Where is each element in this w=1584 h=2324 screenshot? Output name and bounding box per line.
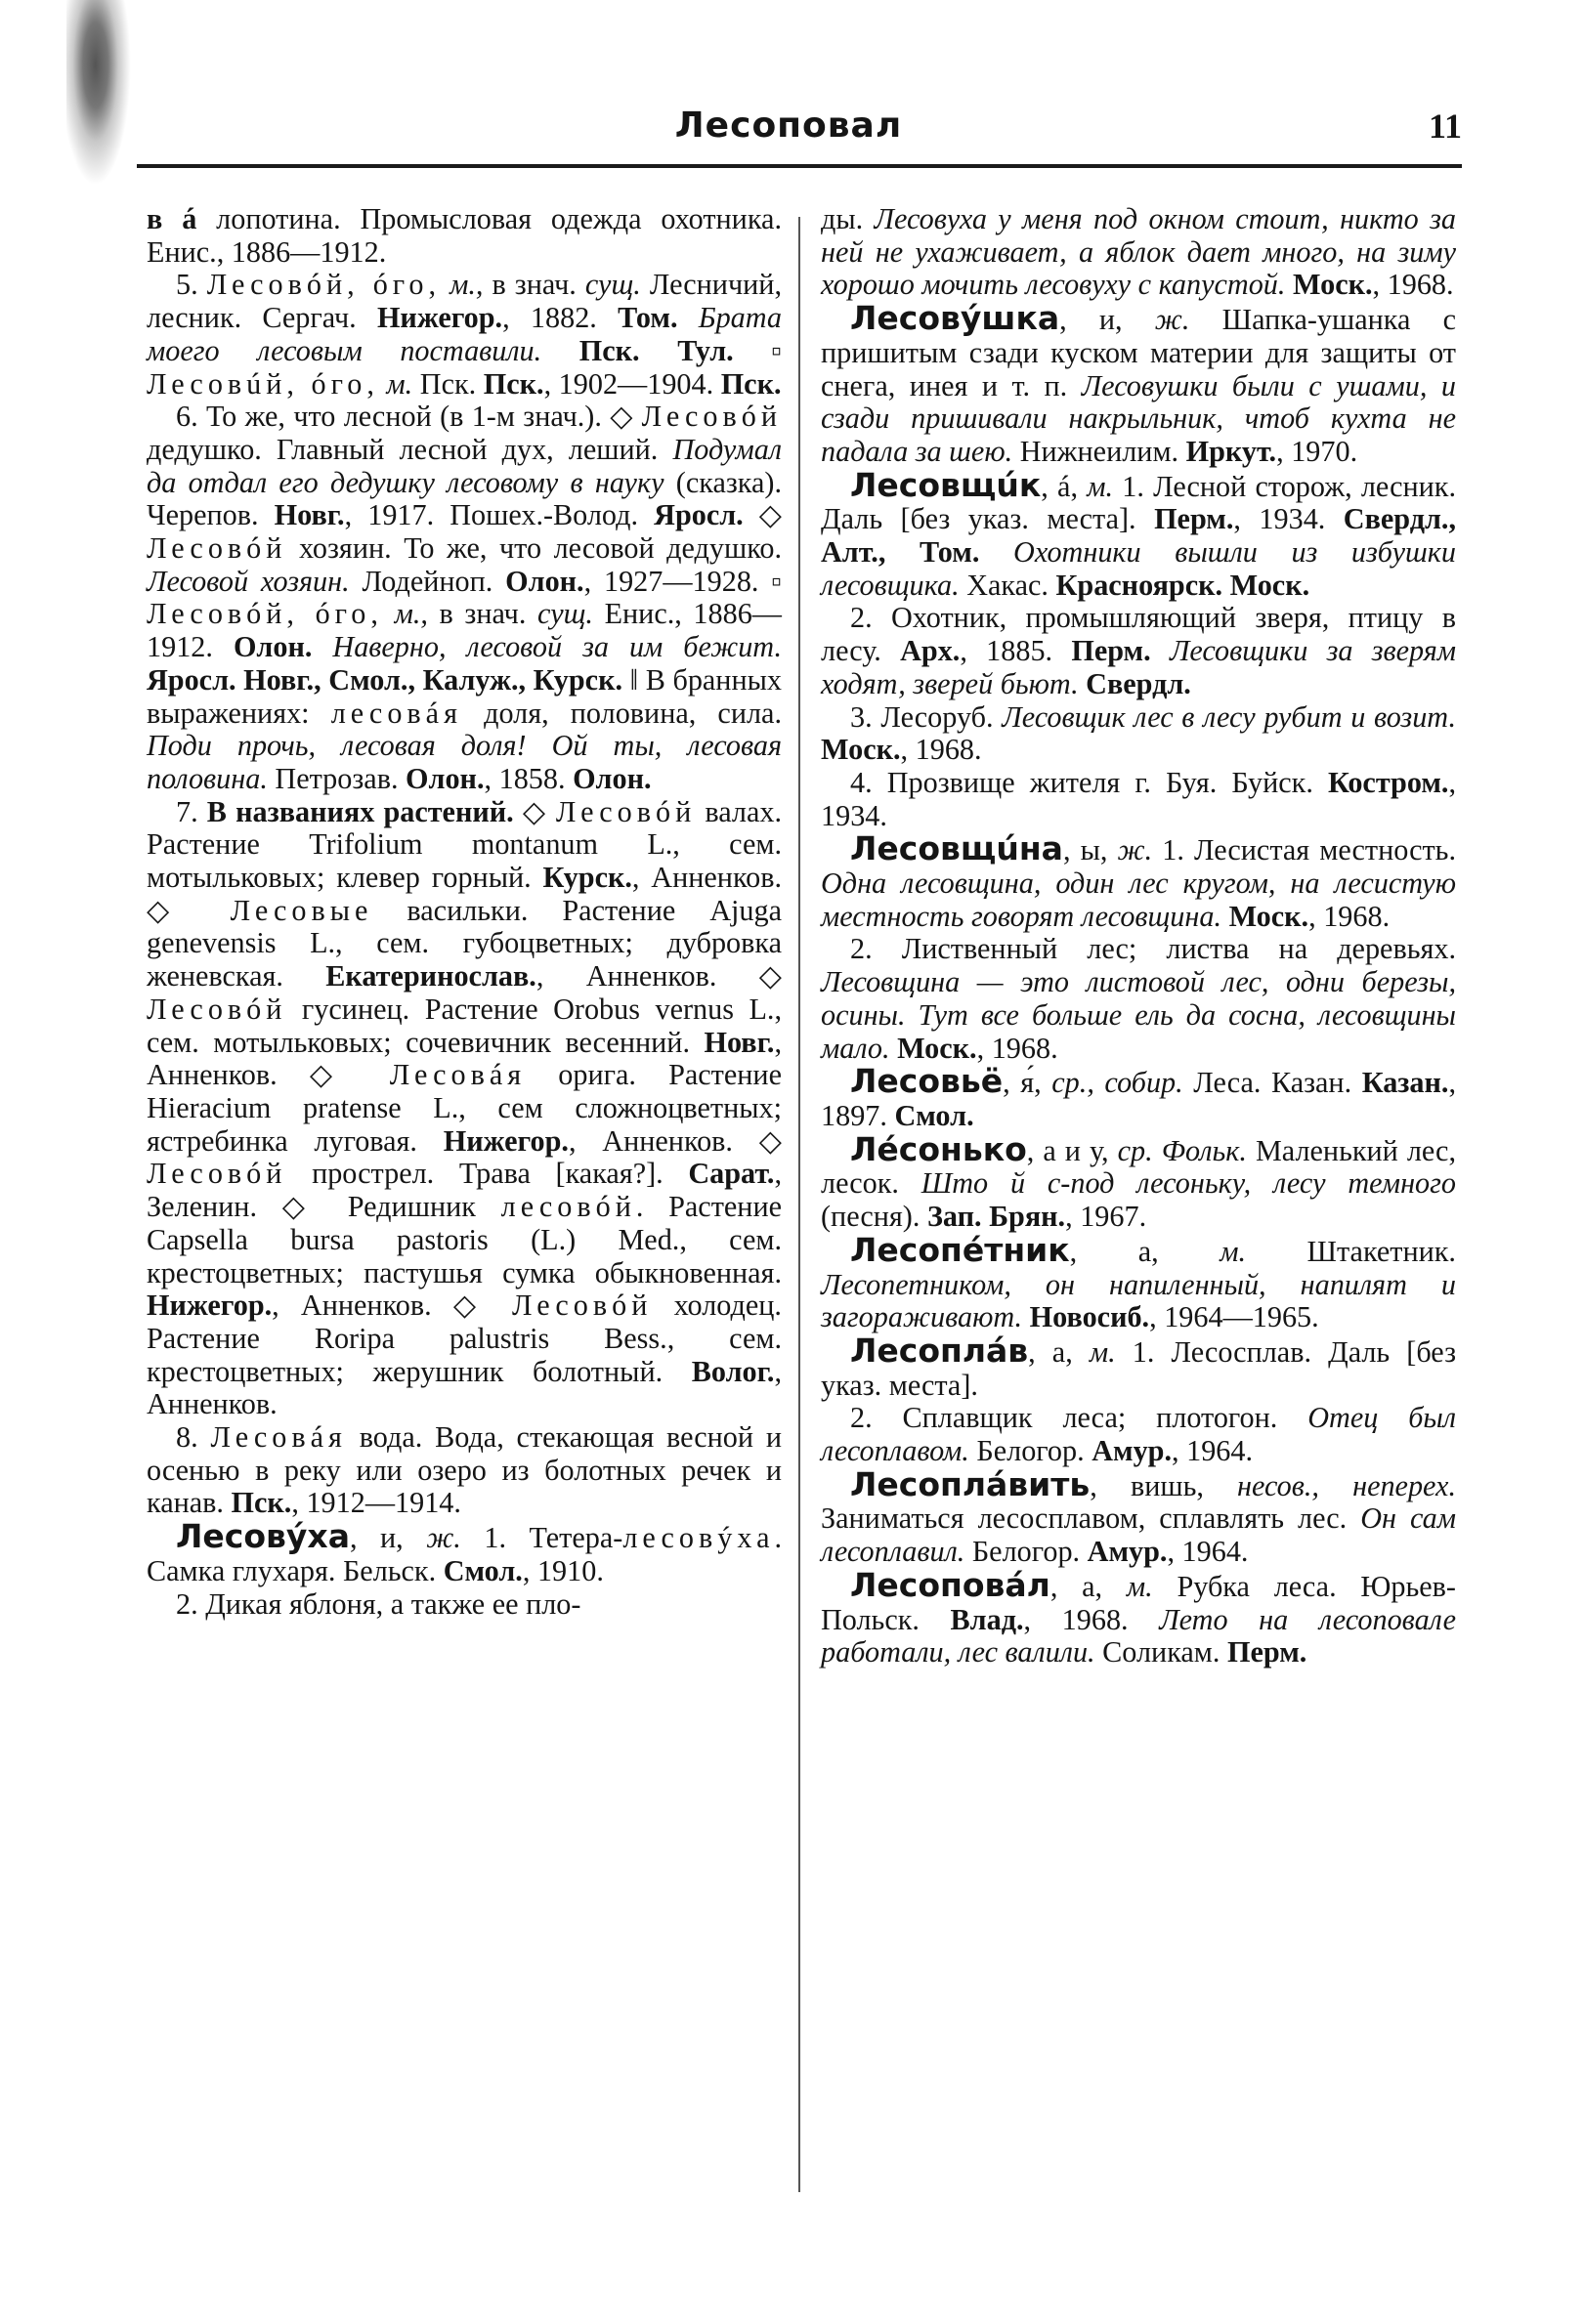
text-run: , вишь, (1090, 1468, 1238, 1502)
text-run (979, 535, 1013, 569)
text-run: Белогор. (968, 1434, 1092, 1468)
text-run: , а, (1069, 1234, 1220, 1268)
headword: Лесовýшка (850, 299, 1060, 338)
entry-continuation (147, 203, 782, 269)
text-run: Олон. (505, 564, 584, 598)
text-run: Лесовуха у меня под окном стоит, никто за ней не ухаживает, а яблок дает много, на зиму хорошо мочить лесовуху с капустой. (821, 202, 1456, 302)
text-run: Казан. (1361, 1066, 1449, 1100)
text-run (441, 268, 450, 301)
entry-sense (147, 269, 782, 401)
text-run: , 1897. (821, 1066, 1456, 1132)
text-run: ◇ (513, 794, 556, 828)
text-run (640, 334, 678, 367)
column-divider (798, 217, 800, 2192)
entry-sense (147, 796, 782, 1421)
text-run: , и, (1059, 303, 1155, 337)
text-run: Олон. (573, 761, 652, 795)
text-run: , 1910. (522, 1553, 604, 1587)
text-run: Нижегор. (443, 1123, 569, 1158)
text-run: Смол. (894, 1098, 974, 1132)
dictionary-entry (147, 1517, 783, 1587)
dictionary-entry (821, 1331, 1456, 1402)
text-run: орига. Растение Hieracium pratense L., сем сложноцветных; ястребинка луговая. (147, 1058, 782, 1158)
text-run: Яросл. Новг., Смол., Калуж., Курск. (147, 662, 623, 697)
text-run: Моск. (1229, 568, 1310, 602)
text-run: , 1912—1914. (291, 1486, 461, 1520)
text-run: Лесовые (230, 893, 373, 927)
text-run: Том. (618, 301, 678, 335)
text-run: Волог. (691, 1354, 775, 1388)
entry-continuation (821, 203, 1456, 302)
left-column (147, 203, 782, 1621)
text-run: Лодейноп. (349, 564, 506, 598)
text-run: Подумал да отдал его дедушку лесовому в науку (147, 432, 782, 499)
text-run: Яросл. (654, 498, 744, 532)
text-run: 6. То же, что лесной (в 1-м знач.). ◇ (176, 400, 642, 434)
dictionary-entry (821, 1565, 1456, 1669)
entry-sense (147, 401, 782, 795)
headword: Лесоплáв (850, 1331, 1029, 1370)
text-run: лопотина. Промысловая одежда охотника. Енис., 1886—1912. (147, 202, 782, 269)
text-run: Лесничий, лесник. Сергач. (147, 268, 783, 335)
text-run: Лесовóй (147, 531, 287, 566)
text-run: Амур. (1092, 1434, 1172, 1468)
text-run: Свердл., Алт., Том. (821, 502, 1456, 570)
text-run: Моск. (1228, 899, 1309, 933)
dictionary-entry (821, 1062, 1456, 1132)
text-run: гусинец. Растение Orobus vernus L., сем. мотыльковых; сочевичник весенний. (147, 992, 782, 1059)
headword: Лесоповáл (850, 1565, 1050, 1604)
text-run: ср., собир. (1051, 1066, 1183, 1100)
text-run: ды. (821, 202, 875, 235)
text-run: 4. Прозвище жителя г. Буя. Буйск. (850, 765, 1328, 799)
text-run: Лесопетником, он напиленный, напилят и загораживают. (821, 1267, 1456, 1334)
text-run: ▫ (733, 333, 782, 367)
text-run: лесовáя (330, 696, 462, 730)
text-run: Моск. (1293, 268, 1373, 302)
text-run: Лесовщина — это листовой лес, одни березы, осины. Тут все больше ель да сосна, лесовщины мало. (821, 965, 1456, 1065)
text-run: Свердл. (1086, 666, 1191, 700)
text-run: Олон. (233, 630, 313, 664)
entry-sense (821, 933, 1456, 1065)
text-run: ж. (1154, 303, 1190, 337)
text-run: Перм. (1154, 502, 1234, 536)
entry-sense (147, 1588, 782, 1622)
running-header (115, 106, 1462, 158)
text-run: Перм. (1071, 634, 1151, 668)
text-run: Заниматься лесосплавом, сплавлять лес. (821, 1501, 1361, 1536)
text-run: Лесовóй (147, 1157, 287, 1191)
text-run: Отец был лесоплавом. (821, 1401, 1456, 1468)
text-run: лесовóй (500, 1190, 636, 1224)
headword: Лесовщúна (850, 829, 1063, 868)
text-run: валах. Растение Trifolium montanum L., сем. мотыльковых; клевер горный. (147, 794, 783, 895)
text-run: лесовýха (622, 1521, 775, 1555)
text-run: 7. (176, 794, 207, 828)
text-run: прострел. Трава [какая?]. (286, 1157, 689, 1191)
text-run (1151, 634, 1170, 667)
text-run: Поди прочь, лесовая доля! Ой ты, лесовая половина. (147, 729, 782, 795)
text-run: Влад. (950, 1602, 1024, 1636)
text-run: Белогор. (964, 1535, 1088, 1569)
text-run: Арх. (900, 634, 961, 668)
text-run: , 1964. (1172, 1434, 1254, 1468)
text-run: Тул. (677, 333, 734, 367)
text-run: Моск. (897, 1031, 977, 1065)
text-run: Лесовщики за зверям ходят, зверей бьют. (821, 634, 1456, 700)
headword: Лесовщúк (850, 465, 1042, 504)
text-run: Рубка леса. Юрьев-Польск. (821, 1569, 1456, 1636)
text-run (1221, 900, 1229, 933)
text-run: , 1964—1965. (1149, 1300, 1319, 1334)
text-run: Красноярск. (1055, 568, 1223, 602)
text-run: Нижегор. (376, 301, 503, 335)
text-run: 5. (176, 268, 207, 302)
text-run: Лесовщик лес в лесу рубит и возит. (1002, 699, 1457, 734)
text-run: 3. Лесоруб. (850, 699, 1003, 734)
text-run (1222, 569, 1230, 602)
right-column (821, 203, 1456, 1669)
text-run: Што й с-под лесоньку, лесу темного (920, 1166, 1457, 1201)
text-run: Леса. Казан. (1182, 1066, 1362, 1100)
text-run: Охотники вышли из избушки лесовщика. (821, 535, 1456, 602)
text-run: (сказка). Черепов. (147, 465, 782, 532)
text-run: ср. Фольк. (1117, 1133, 1247, 1167)
text-run: Амур. (1087, 1535, 1168, 1569)
header-rule (137, 164, 1462, 168)
entry-sense (147, 1421, 782, 1520)
text-run: Брата моего лесовым поставили. (147, 301, 783, 367)
text-run: 8. (176, 1420, 211, 1455)
text-run: доля, половина, сила. (461, 696, 782, 730)
text-run: Лесовóй, óго, (206, 268, 442, 302)
text-run: , Анненков. (147, 1354, 782, 1421)
text-run: Лесовáя (389, 1058, 527, 1092)
text-run: Лесовóй (555, 794, 697, 828)
text-run: . Самка глухаря. Бельск. (147, 1521, 783, 1587)
text-run: Нижнеилим. (1012, 434, 1186, 468)
text-run: , а, (1049, 1569, 1127, 1603)
entry-sense (821, 767, 1456, 832)
text-run: , 1927—1928. ▫ (583, 564, 782, 598)
text-run: , 1968. (1372, 268, 1454, 302)
text-run: , Анненков. ◇ (147, 861, 782, 927)
text-run: м. (1220, 1234, 1247, 1268)
text-run: в знач. (427, 597, 538, 631)
text-run: Зап. Брян. (926, 1200, 1066, 1234)
text-run: Олон. (406, 761, 485, 795)
text-run: 2. Охотник, промышляющий зверя, птицу в лесу. (821, 601, 1456, 668)
text-run: сущ. (584, 268, 641, 302)
text-run: хозяин. То же, что лесовой дедушко. (286, 531, 782, 566)
dictionary-entry (821, 465, 1456, 603)
text-run: Соликам. (1094, 1635, 1227, 1669)
text-run: Лесовóй (641, 400, 782, 434)
text-run: , 1902—1904. (543, 366, 721, 401)
text-run: Курск. (542, 861, 632, 895)
text-run (890, 1032, 898, 1065)
text-run: , 1970. (1276, 434, 1358, 468)
text-run: 1. Лесной сторож, лесник. Даль [без указ. места]. (821, 469, 1456, 536)
text-run: сущ. (537, 597, 593, 631)
text-run (383, 597, 395, 630)
text-run: , 1885. (960, 634, 1072, 668)
text-run: м. (1087, 469, 1114, 503)
text-run: Пск. (231, 1486, 292, 1520)
text-run: , 1964. (1167, 1535, 1249, 1569)
dictionary-entry (821, 829, 1456, 933)
text-run: Он сам лесоплавил. (821, 1501, 1456, 1569)
text-run: Штакетник. (1246, 1234, 1456, 1268)
text-run: Новг. (274, 498, 345, 532)
text-run: Лето на лесоповале работали, лес валили. (821, 1602, 1456, 1669)
text-run: Лесовушки были с ушами, и сзади пришивали накрыльник, чтоб кухта не падала за шею. (821, 368, 1456, 468)
text-run: , 1858. (484, 761, 574, 795)
text-run: Нижегор. (147, 1289, 273, 1323)
text-run: м. (386, 366, 413, 401)
text-run: Лесовáя (210, 1420, 347, 1455)
text-run: Шапка-ушанка с пришитым сзади куском материи для защиты от снега, инея и т. п. (821, 303, 1457, 402)
text-run: , я́, (1003, 1066, 1052, 1100)
text-run: в знач. (483, 268, 585, 302)
text-run: Лесовóй (147, 992, 287, 1026)
text-run: Перм. (1227, 1635, 1307, 1669)
text-run (541, 334, 579, 367)
text-run: 1. Лесистая местность. (1152, 833, 1456, 867)
text-run: Пск. (720, 366, 782, 401)
headword: Лесовьё (850, 1062, 1004, 1101)
text-run: холодец. Растение Roripa palustris Bess., сем. крестоцветных; жерушник болотный. (147, 1289, 782, 1388)
text-run: Наверно, лесовой за им бежит. (332, 630, 783, 664)
text-run: Енис., 1886—1912. (147, 597, 782, 664)
text-run: Пск. (412, 366, 484, 401)
text-run: Маленький лес, лесок. (821, 1133, 1457, 1201)
text-run: , 1882. (502, 301, 619, 335)
text-run (1022, 1300, 1030, 1333)
dictionary-entry (821, 1129, 1457, 1234)
text-run: вода. Вода, стекающая весной и осенью в реку или озеро из болотных речек и канав. (147, 1420, 783, 1520)
text-run: ж. (1117, 833, 1153, 867)
text-run: , ы, (1062, 833, 1118, 867)
text-run: , 1967. (1065, 1200, 1147, 1234)
text-run: 2. Сплавщик леса; плотогон. (850, 1401, 1308, 1435)
text-run: Лесовой хозяин. (147, 564, 350, 598)
text-run: 1. Лесосплав. Даль [без указ. места]. (821, 1334, 1456, 1402)
text-run: , Анненков. ◇ (535, 959, 782, 993)
text-run: (песня). (821, 1200, 927, 1234)
text-run: , 1934. (821, 765, 1456, 832)
text-run: Иркут. (1185, 434, 1277, 468)
text-run: , а, (1028, 1334, 1090, 1369)
text-run: Сарат. (688, 1157, 775, 1191)
text-run: , Зеленин. ◇ Редишник (147, 1157, 782, 1224)
text-run: , 1968. (1023, 1602, 1160, 1636)
text-run: васильки. Растение Ajuga genevensis L., сем. губоцветных; дубровка женевская. (147, 893, 782, 993)
text-run: Пск. (483, 366, 544, 401)
text-run: несов., неперех. (1237, 1468, 1456, 1502)
entry-sense (821, 701, 1456, 767)
headword: Лесовýха (176, 1517, 350, 1556)
text-run: Новосиб. (1029, 1300, 1150, 1334)
text-run: Хакас. (959, 568, 1056, 602)
text-run: , 1968. (976, 1031, 1058, 1065)
text-run: Пск. (578, 333, 640, 367)
text-run: Петрозав. (267, 761, 407, 795)
text-run: ◇ (743, 498, 782, 532)
text-run (1285, 268, 1293, 301)
text-run: , и, (349, 1521, 427, 1555)
text-run: дедушко. Главный лесной дух, леший. (147, 432, 673, 466)
text-run: в (147, 202, 183, 235)
text-run: Костром. (1327, 765, 1449, 799)
text-run: , 1968. (900, 733, 982, 767)
text-run: á (182, 202, 197, 235)
text-run: 2. Лиственный лес; листва на деревьях. (850, 932, 1456, 966)
dictionary-entry (821, 1230, 1456, 1334)
headword: Лесопéтник (850, 1230, 1070, 1269)
entry-sense (821, 602, 1456, 700)
text-run: Лесовóй, óго, (147, 597, 383, 631)
text-run: ‖ В бранных выражениях: (147, 662, 782, 730)
text-run (312, 630, 332, 663)
text-run: ж. (426, 1521, 461, 1555)
page-number: 11 (1428, 106, 1462, 146)
text-run: Смол. (443, 1553, 523, 1587)
dictionary-entry (821, 1464, 1456, 1569)
text-run: Лесовóй (511, 1289, 653, 1323)
text-run: Екатеринослав. (325, 959, 536, 993)
text-run: В названиях растений. (206, 794, 514, 828)
entry-sense (821, 1402, 1456, 1467)
text-run: , 1934. (1233, 502, 1344, 536)
text-run: Моск. (821, 733, 901, 767)
text-run: , á, (1041, 469, 1088, 503)
text-run: , Анненков. ◇ (147, 1025, 782, 1092)
text-run: Новг. (704, 1025, 775, 1059)
headword: Лесоплáвить (850, 1464, 1091, 1503)
text-run: Одна лесовщина, один лес кругом, на лесистую местность говорят лесовщина. (821, 866, 1456, 933)
text-run (678, 301, 699, 334)
text-run: . Растение Capsella bursa pastoris (L.) Med., сем. крестоцветных; пастушья сумка обыкновенная. (147, 1190, 783, 1289)
dictionary-entry (821, 299, 1457, 469)
text-run: 2. Дикая яблоня, а также ее пло- (176, 1586, 581, 1621)
text-run: , а и у, (1026, 1133, 1118, 1167)
text-run: м. (1126, 1569, 1153, 1603)
text-run: м., (450, 268, 484, 302)
text-run: , 1968. (1308, 899, 1391, 933)
text-run: Лесовúй, óго, (147, 366, 379, 401)
text-run: , 1917. Пошех.-Волод. (344, 498, 655, 532)
text-run: , Анненков. ◇ (272, 1289, 512, 1323)
text-run: м. (1089, 1334, 1116, 1369)
headword: Лéсонько (850, 1129, 1027, 1168)
header-word: Лесоповал (674, 106, 903, 146)
text-run: , Анненков. ◇ (568, 1123, 782, 1158)
text-run: м., (394, 597, 428, 631)
text-run: 1. Тетера- (460, 1521, 623, 1555)
